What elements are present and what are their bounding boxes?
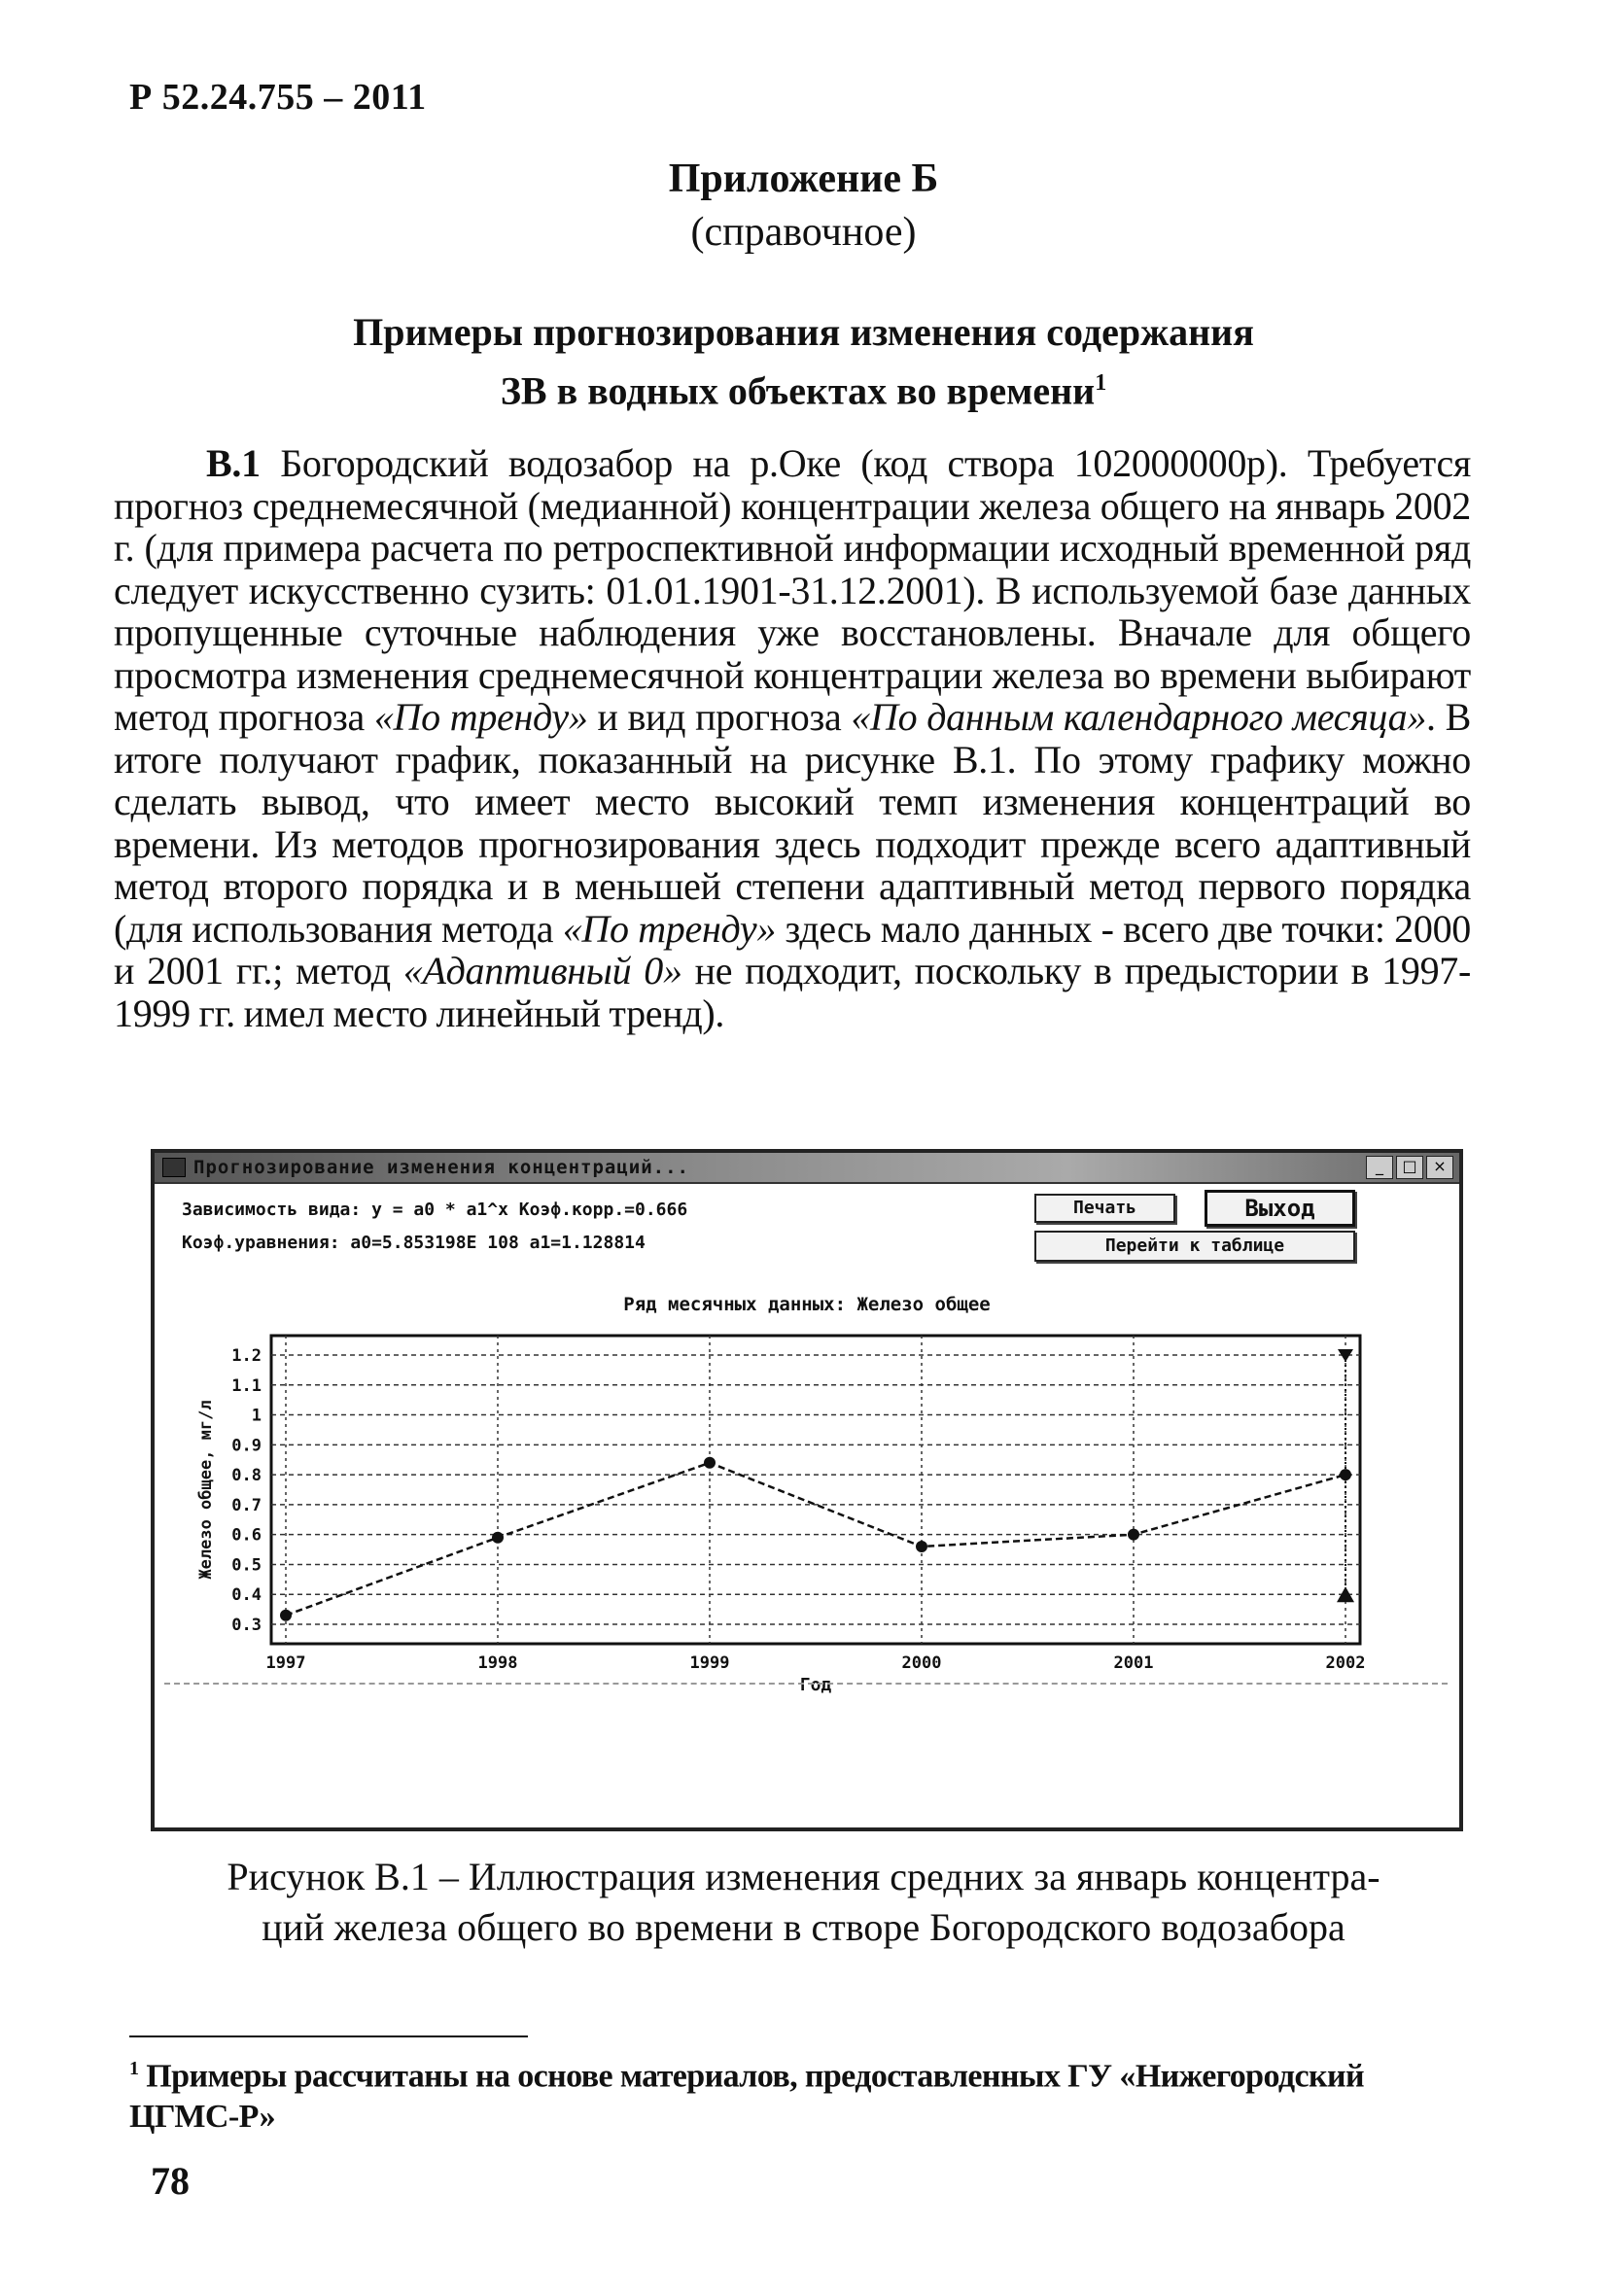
section-title-line2: ЗВ в водных объектах во времени$^1$ — [500, 368, 1107, 413]
plot-area — [271, 1336, 1360, 1644]
data-point — [492, 1532, 504, 1544]
chart-title: Ряд месячных данных: Железо общее — [623, 1294, 991, 1315]
y-tick-label: 0.3 — [231, 1616, 262, 1635]
y-tick-label: 1 — [251, 1406, 262, 1426]
x-tick-label: 1998 — [477, 1653, 518, 1673]
method-name: «По тренду» — [373, 695, 588, 739]
footnote-mark: 1 — [129, 2058, 139, 2079]
series-line — [286, 1463, 1345, 1616]
method-name: «Адаптивный 0» — [402, 949, 682, 992]
y-tick-label: 0.9 — [231, 1436, 262, 1456]
window-title: Прогнозирование изменения концентраций... — [193, 1157, 689, 1178]
print-button[interactable]: Печать — [1034, 1194, 1175, 1223]
divider — [164, 1683, 1448, 1685]
footnote-separator — [129, 2035, 528, 2037]
document-code: Р 52.24.755 – 2011 — [129, 77, 427, 118]
footnote-reference[interactable]: 1 — [1095, 370, 1107, 396]
clause-number: B.1 — [206, 441, 261, 485]
section-title-line1: Примеры прогнозирования изменения содержания — [353, 310, 1254, 354]
x-tick-label: 2000 — [901, 1653, 942, 1673]
data-point — [1340, 1469, 1351, 1480]
data-point — [280, 1610, 292, 1621]
close-icon[interactable]: × — [1426, 1156, 1453, 1179]
minimize-icon[interactable]: _ — [1366, 1156, 1393, 1179]
footnote: $^1$ Примеры рассчитаны на основе материалов, предоставленных ГУ «Нижегородский ЦГМС-Р» — [129, 2058, 1364, 2136]
y-tick-label: 0.4 — [231, 1585, 262, 1606]
section-title — [156, 306, 1451, 416]
y-axis-label: Железо общее, мг/л — [196, 1400, 216, 1580]
x-tick-label: 1999 — [689, 1653, 730, 1673]
appendix-title: Приложение Б — [668, 157, 939, 201]
y-tick-label: 1.1 — [231, 1375, 262, 1396]
y-tick-label: 1.2 — [231, 1346, 262, 1366]
page-number: 78 — [151, 2159, 190, 2203]
x-axis-label: Год — [799, 1675, 832, 1695]
go-to-table-button[interactable]: Перейти к таблице — [1034, 1231, 1355, 1262]
body-paragraph: B.1 Богородский водозабор на р.Оке (код створа 102000000р). Требуется прогноз среднемесячной (медианной) концентрации железа общего на январь 2002 г. (для примера расчета по ретроспективной информации исходный временной ряд следует искусственно сузить: 01.01.1901-31.12.2001). В используемой базе данных пропущенные суточные наблюдения уже восстановлены. Вначале для общего просмотра изменения среднемесячной концентрации железа во времени выбирают метод прогноза «По тренду» и вид прогноза «По данным календарного месяца». В итоге получают график, показанный на рисунке В.1. По этому графику можно сделать вывод, что имеет место высокий темп изменения концентраций во времени. Из методов прогнозирования здесь подходит прежде всего адаптивный метод второго порядка и в меньшей степени адаптивный метод первого порядка (для использования метода «По тренду» здесь мало данных - всего две точки: 2000 и 2001 гг.; метод «Адаптивный 0» не подходит, поскольку в предыстории в 1997-1999 гг. имел место линейный тренд). — [114, 441, 1472, 1035]
coefficients-info: Коэф.уравнения: a0=5.853198E 108 a1=1.128814 — [182, 1233, 646, 1253]
y-tick-label: 0.5 — [231, 1555, 262, 1576]
data-point — [916, 1541, 927, 1552]
forecast-app-window — [151, 1149, 1463, 1831]
exit-button[interactable]: Выход — [1205, 1190, 1355, 1227]
caption-line2: ций железа общего во времени в створе Богородского водозабора — [262, 1905, 1345, 1949]
figure-caption — [117, 1852, 1490, 1953]
method-name: «По тренду» — [562, 906, 777, 951]
data-point — [1128, 1529, 1139, 1541]
y-tick-label: 0.8 — [231, 1466, 262, 1486]
x-tick-label: 1997 — [265, 1653, 306, 1673]
maximize-icon[interactable]: □ — [1396, 1156, 1423, 1179]
y-tick-label: 0.7 — [231, 1495, 262, 1515]
y-tick-label: 0.6 — [231, 1525, 262, 1546]
concentration-chart — [155, 1153, 1459, 1785]
equation-info: Зависимость вида: y = a0 * a1^x Коэф.корр.=0.666 — [182, 1200, 688, 1220]
x-tick-label: 2001 — [1113, 1653, 1154, 1673]
caption-line1: Рисунок В.1 – Иллюстрация изменения средних за январь концентра- — [227, 1855, 1380, 1898]
appendix-subtitle: (справочное) — [690, 210, 917, 255]
forecast-kind: «По данным календарного месяца» — [851, 695, 1427, 739]
x-tick-label: 2002 — [1325, 1653, 1366, 1673]
data-point — [704, 1457, 716, 1469]
